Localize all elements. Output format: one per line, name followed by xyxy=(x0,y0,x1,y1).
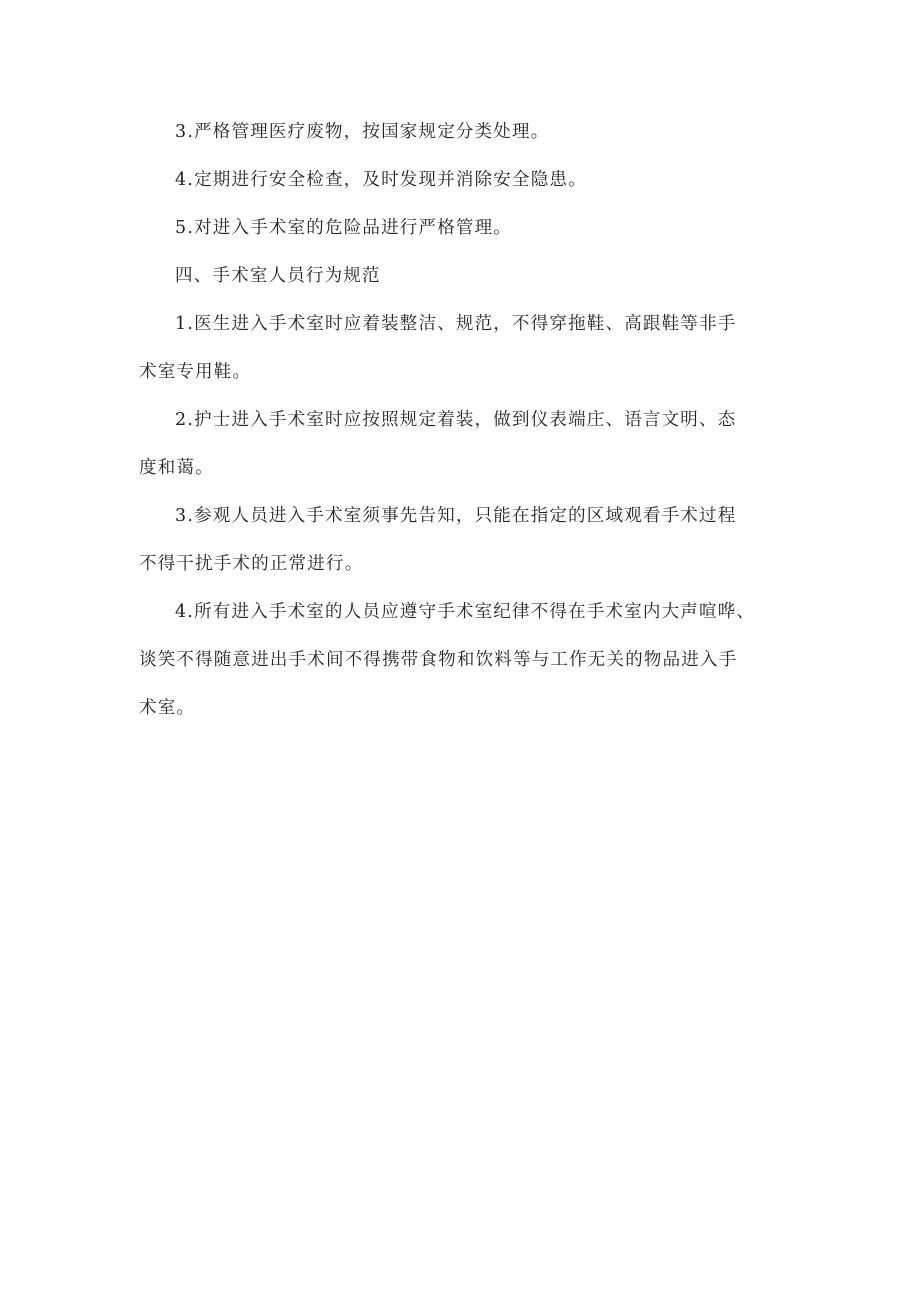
paragraph-rule-4-line-3: 术室。 xyxy=(139,698,196,718)
paragraph-rule-3-line-2: 不得干扰手术的正常进行。 xyxy=(139,554,364,574)
paragraph-rule-4-line-1: 4.所有进入手术室的人员应遵守手术室纪律不得在手术室内大声喧哗、 xyxy=(175,602,756,622)
paragraph-rule-2-line-2: 度和蔼。 xyxy=(139,458,214,478)
paragraph-rule-4-line-2: 谈笑不得随意进出手术间不得携带食物和饮料等与工作无关的物品进入手 xyxy=(139,650,738,670)
paragraph-rule-1-line-2: 术室专用鞋。 xyxy=(139,362,252,382)
document-body xyxy=(139,108,789,732)
paragraph-item-4: 4.定期进行安全检查，及时发现并消除安全隐患。 xyxy=(175,170,587,190)
paragraph-item-5: 5.对进入手术室的危险品进行严格管理。 xyxy=(175,218,512,238)
paragraph-rule-1-line-1: 1.医生进入手术室时应着装整洁、规范，不得穿拖鞋、高跟鞋等非手 xyxy=(175,314,737,334)
paragraph-item-3: 3.严格管理医疗废物，按国家规定分类处理。 xyxy=(175,122,550,142)
paragraph-rule-2-line-1: 2.护士进入手术室时应按照规定着装，做到仪表端庄、语言文明、态 xyxy=(175,410,737,430)
paragraph-rule-3-line-1: 3.参观人员进入手术室须事先告知，只能在指定的区域观看手术过程 xyxy=(175,506,737,526)
section-heading: 四、手术室人员行为规范 xyxy=(175,266,381,286)
